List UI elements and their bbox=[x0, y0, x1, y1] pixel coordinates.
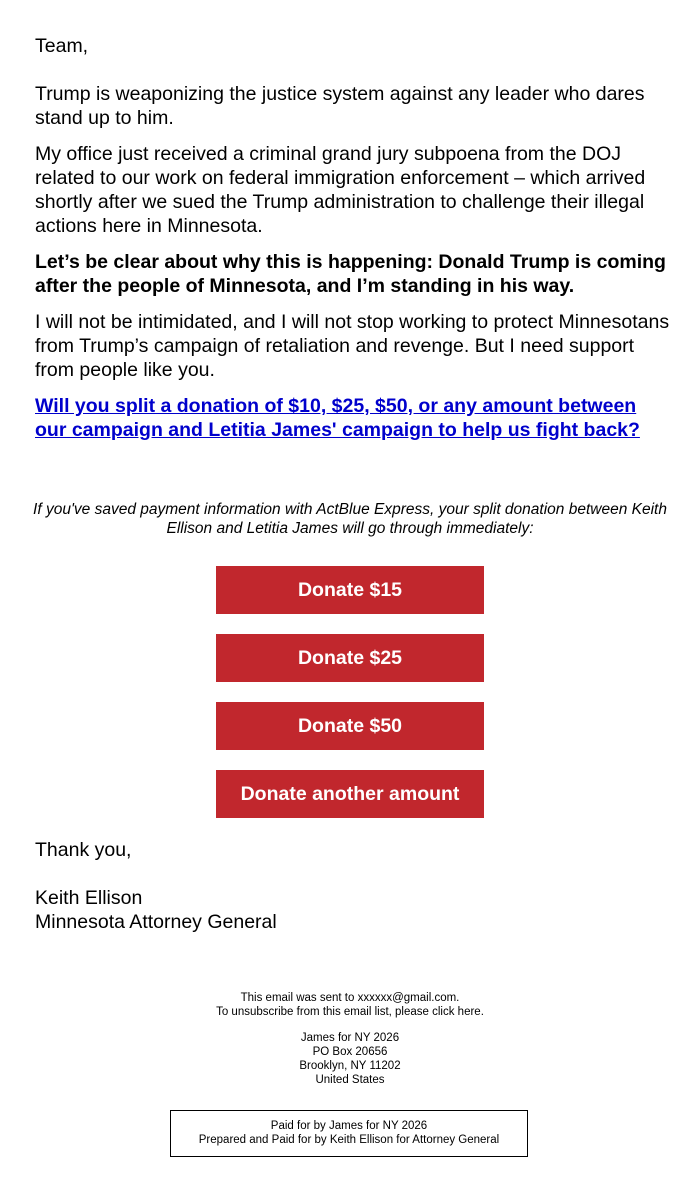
sent-to-email-link[interactable]: xxxxxx@gmail.com bbox=[357, 992, 457, 1004]
paragraph-bold-statement: Let’s be clear about why this is happening: Donald Trump is coming after the people of Minnesota, and I’m standing in his way. bbox=[35, 251, 666, 297]
donate-other-amount-button[interactable]: Donate another amount bbox=[216, 770, 484, 818]
closing-thanks: Thank you, bbox=[35, 839, 132, 861]
actblue-express-note: If you've saved payment information with ActBlue Express, your split donation between Keith Ellison and Letitia James will go through immediately: bbox=[33, 501, 667, 537]
address-po-box: PO Box 20656 bbox=[312, 1046, 388, 1058]
mailing-address bbox=[0, 1031, 700, 1087]
unsubscribe-suffix: . bbox=[480, 1006, 484, 1018]
email-body bbox=[35, 34, 670, 442]
signer-name: Keith Ellison bbox=[35, 887, 143, 909]
donation-ask-link[interactable]: Will you split a donation of $10, $25, $50, or any amount between our campaign and Letitia James' campaign to help us fight back? bbox=[35, 395, 640, 441]
address-org: James for NY 2026 bbox=[300, 1032, 400, 1044]
paid-for-line-2: Prepared and Paid for by Keith Ellison for Attorney General bbox=[198, 1134, 500, 1146]
greeting: Team, bbox=[35, 35, 89, 57]
signature-block bbox=[35, 838, 670, 934]
sent-to-line bbox=[0, 991, 700, 1005]
email-footer bbox=[0, 991, 700, 1087]
donate-25-button[interactable]: Donate $25 bbox=[216, 634, 484, 682]
address-city: Brooklyn, NY 11202 bbox=[299, 1060, 401, 1072]
unsubscribe-line bbox=[0, 1005, 700, 1019]
paragraph-weaponizing: Trump is weaponizing the justice system against any leader who dares stand up to him. bbox=[35, 83, 645, 129]
sent-to-prefix: This email was sent to bbox=[240, 992, 358, 1004]
address-country: United States bbox=[315, 1074, 385, 1086]
paid-for-line-1: Paid for by James for NY 2026 bbox=[270, 1120, 428, 1132]
paragraph-subpoena: My office just received a criminal grand jury subpoena from the DOJ related to our work on federal immigration enforcement – which arrived shortly after we sued the Trump administration to challenge their illegal actions here in Minnesota. bbox=[35, 143, 646, 237]
unsubscribe-prefix: To unsubscribe from this email list, please bbox=[216, 1006, 433, 1018]
signer-title: Minnesota Attorney General bbox=[35, 911, 277, 933]
paragraph-support: I will not be intimidated, and I will not stop working to protect Minnesotans from Trump’s campaign of retaliation and revenge. But I need support from people like you. bbox=[35, 311, 670, 381]
sent-to-suffix: . bbox=[456, 992, 460, 1004]
unsubscribe-link[interactable]: click here bbox=[432, 1006, 481, 1018]
donate-50-button[interactable]: Donate $50 bbox=[216, 702, 484, 750]
donate-15-button[interactable]: Donate $15 bbox=[216, 566, 484, 614]
paid-for-disclaimer-box bbox=[170, 1110, 528, 1157]
